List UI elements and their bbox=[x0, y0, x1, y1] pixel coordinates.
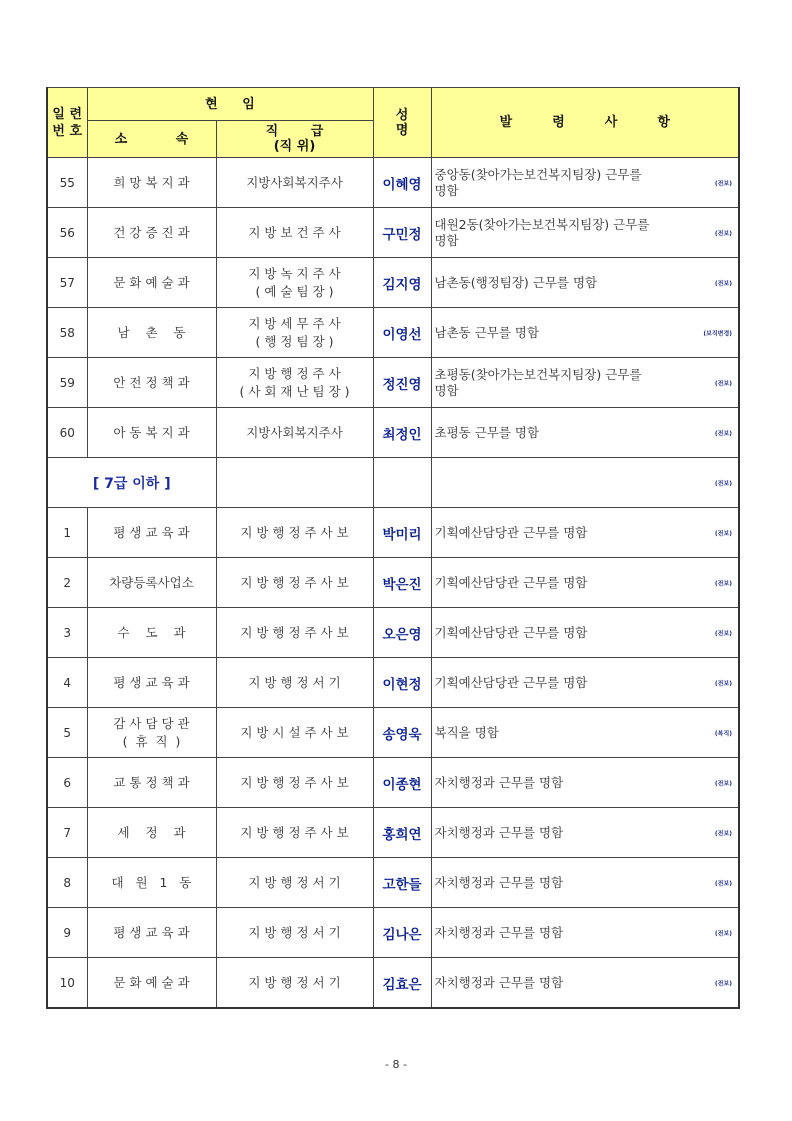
appointment-action bbox=[431, 608, 739, 658]
rank-line: ( 사 회 재 난 팀 장 ) bbox=[239, 383, 350, 399]
rank bbox=[216, 658, 373, 708]
action-text: 기획예산담당관 근무를 명함 bbox=[434, 674, 588, 690]
person-name: 최정인 bbox=[373, 408, 431, 458]
person-name: 이혜영 bbox=[373, 158, 431, 208]
rank-line: 지 방 세 무 주 사 bbox=[248, 315, 341, 331]
rank-line: ( 예 술 팀 장 ) bbox=[255, 283, 334, 299]
department-line: 아 동 복 지 과 bbox=[113, 424, 190, 440]
person-name: 박미리 bbox=[373, 508, 431, 558]
rank bbox=[216, 258, 373, 308]
department bbox=[87, 808, 216, 858]
rank-line: 지 방 행 정 주 사 보 bbox=[240, 624, 349, 640]
section-row bbox=[47, 458, 739, 508]
page-number: - 8 - bbox=[385, 1058, 407, 1071]
rank-line: 지 방 시 설 주 사 보 bbox=[240, 724, 349, 740]
department bbox=[87, 658, 216, 708]
person-name: 오은영 bbox=[373, 608, 431, 658]
appointment-action bbox=[431, 958, 739, 1009]
serial-number: 9 bbox=[47, 908, 87, 958]
table-row bbox=[47, 308, 739, 358]
serial-number: 59 bbox=[47, 358, 87, 408]
action-text: 자치행정과 근무를 명함 bbox=[434, 924, 564, 940]
department bbox=[87, 858, 216, 908]
action-text: 중앙동(찾아가는보건복지팀장) 근무를 명함 bbox=[434, 166, 642, 198]
action-type-tag: (전보) bbox=[714, 180, 732, 187]
department-line: 평 생 교 육 과 bbox=[113, 524, 190, 540]
table-row bbox=[47, 958, 739, 1009]
person-name: 송영욱 bbox=[373, 708, 431, 758]
rank bbox=[216, 908, 373, 958]
department-line: 평 생 교 육 과 bbox=[113, 674, 190, 690]
department-line: 대 원 1 동 bbox=[111, 874, 192, 890]
rank bbox=[216, 808, 373, 858]
action-type-tag: (전보) bbox=[714, 980, 732, 987]
serial-number: 56 bbox=[47, 208, 87, 258]
header-serial-no: 일 련 번 호 bbox=[47, 88, 87, 158]
department-line: 안 전 정 책 과 bbox=[113, 374, 190, 390]
person-name: 김나은 bbox=[373, 908, 431, 958]
action-text: 초평동(찾아가는보건복지팀장) 근무를 명함 bbox=[434, 366, 642, 398]
department bbox=[87, 958, 216, 1009]
action-type-tag: (전보) bbox=[714, 530, 732, 537]
table-row bbox=[47, 658, 739, 708]
serial-number: 6 bbox=[47, 758, 87, 808]
table-row bbox=[47, 358, 739, 408]
section-tag: (전보) bbox=[714, 480, 732, 487]
action-type-tag: (보직변경) bbox=[703, 330, 732, 337]
serial-number: 5 bbox=[47, 708, 87, 758]
department-line: 문 화 예 술 과 bbox=[113, 974, 190, 990]
rank-line: 지 방 녹 지 주 사 bbox=[248, 265, 341, 281]
person-name: 구민정 bbox=[373, 208, 431, 258]
appointment-action bbox=[431, 808, 739, 858]
rank-line: 지방사회복지주사 bbox=[246, 424, 343, 440]
rank-line: ( 행 정 팀 장 ) bbox=[255, 333, 334, 349]
rank bbox=[216, 758, 373, 808]
serial-number: 55 bbox=[47, 158, 87, 208]
rank-line: 지 방 행 정 주 사 보 bbox=[240, 824, 349, 840]
rank-line: 지 방 보 건 주 사 bbox=[248, 224, 341, 240]
action-type-tag: (전보) bbox=[714, 630, 732, 637]
section-label: [ 7급 이하 ] bbox=[47, 458, 216, 508]
person-name: 김지영 bbox=[373, 258, 431, 308]
department-line: 남 촌 동 bbox=[117, 324, 186, 340]
rank bbox=[216, 858, 373, 908]
action-text: 기획예산담당관 근무를 명함 bbox=[434, 524, 588, 540]
rank bbox=[216, 608, 373, 658]
header-rank: 직 급 (직 위) bbox=[216, 121, 373, 158]
appointment-action bbox=[431, 758, 739, 808]
action-text: 남촌동 근무를 명함 bbox=[434, 324, 540, 340]
serial-number: 57 bbox=[47, 258, 87, 308]
action-text: 남촌동(행정팀장) 근무를 명함 bbox=[434, 274, 598, 290]
department-line: 희 망 복 지 과 bbox=[113, 174, 190, 190]
rank bbox=[216, 358, 373, 408]
action-text: 대원2동(찾아가는보건복지팀장) 근무를 명함 bbox=[434, 216, 650, 248]
appointment-action bbox=[431, 908, 739, 958]
action-type-tag: (전보) bbox=[714, 430, 732, 437]
rank bbox=[216, 308, 373, 358]
department bbox=[87, 558, 216, 608]
action-text: 자치행정과 근무를 명함 bbox=[434, 874, 564, 890]
department bbox=[87, 908, 216, 958]
serial-number: 7 bbox=[47, 808, 87, 858]
person-name: 김효은 bbox=[373, 958, 431, 1009]
appointment-action bbox=[431, 858, 739, 908]
table-row bbox=[47, 858, 739, 908]
department bbox=[87, 608, 216, 658]
department-line: 문 화 예 술 과 bbox=[113, 274, 190, 290]
appointment-action bbox=[431, 208, 739, 258]
person-name: 고한들 bbox=[373, 858, 431, 908]
personnel-table bbox=[46, 87, 740, 1009]
action-text: 기획예산담당관 근무를 명함 bbox=[434, 624, 588, 640]
header-name: 성 명 bbox=[373, 88, 431, 158]
person-name: 이현정 bbox=[373, 658, 431, 708]
rank-line: 지 방 행 정 서 기 bbox=[248, 674, 341, 690]
table-row bbox=[47, 808, 739, 858]
appointment-action bbox=[431, 158, 739, 208]
table-row bbox=[47, 408, 739, 458]
person-name: 정진영 bbox=[373, 358, 431, 408]
serial-number: 60 bbox=[47, 408, 87, 458]
appointment-action bbox=[431, 258, 739, 308]
rank bbox=[216, 508, 373, 558]
appointment-action bbox=[431, 658, 739, 708]
department-line: 평 생 교 육 과 bbox=[113, 924, 190, 940]
person-name: 이종현 bbox=[373, 758, 431, 808]
rank-line: 지 방 행 정 주 사 보 bbox=[240, 774, 349, 790]
department bbox=[87, 358, 216, 408]
action-type-tag: (전보) bbox=[714, 880, 732, 887]
table-row bbox=[47, 758, 739, 808]
appointment-action bbox=[431, 508, 739, 558]
table-row bbox=[47, 258, 739, 308]
action-type-tag: (전보) bbox=[714, 380, 732, 387]
table-row bbox=[47, 908, 739, 958]
rank bbox=[216, 158, 373, 208]
department-line: 감 사 담 당 관 bbox=[113, 715, 190, 731]
action-type-tag: (전보) bbox=[714, 280, 732, 287]
department-line: 교 통 정 책 과 bbox=[113, 774, 190, 790]
rank bbox=[216, 558, 373, 608]
department bbox=[87, 758, 216, 808]
rank-line: 지방사회복지주사 bbox=[246, 174, 343, 190]
action-text: 복직을 명함 bbox=[434, 724, 499, 740]
person-name: 박은진 bbox=[373, 558, 431, 608]
table-row bbox=[47, 208, 739, 258]
rank-line: 지 방 행 정 서 기 bbox=[248, 924, 341, 940]
rank-line: 지 방 행 정 서 기 bbox=[248, 974, 341, 990]
table-row bbox=[47, 508, 739, 558]
action-text: 초평동 근무를 명함 bbox=[434, 424, 540, 440]
department bbox=[87, 708, 216, 758]
rank bbox=[216, 708, 373, 758]
department bbox=[87, 208, 216, 258]
table-row bbox=[47, 158, 739, 208]
appointment-action bbox=[431, 408, 739, 458]
department-line: 건 강 증 진 과 bbox=[113, 224, 190, 240]
rank-line: 지 방 행 정 서 기 bbox=[248, 874, 341, 890]
department-line: ( 휴 직 ) bbox=[122, 733, 181, 749]
header-affiliation: 소 속 bbox=[87, 121, 216, 158]
department bbox=[87, 408, 216, 458]
action-type-tag: (전보) bbox=[714, 780, 732, 787]
person-name: 홍희연 bbox=[373, 808, 431, 858]
action-type-tag: (복직) bbox=[714, 730, 732, 737]
rank bbox=[216, 408, 373, 458]
rank bbox=[216, 958, 373, 1009]
department-line: 세 정 과 bbox=[117, 824, 186, 840]
department-line: 차량등록사업소 bbox=[109, 574, 194, 590]
serial-number: 3 bbox=[47, 608, 87, 658]
action-type-tag: (전보) bbox=[714, 930, 732, 937]
serial-number: 10 bbox=[47, 958, 87, 1009]
table-row bbox=[47, 608, 739, 658]
action-text: 자치행정과 근무를 명함 bbox=[434, 774, 564, 790]
rank-line: 지 방 행 정 주 사 bbox=[248, 365, 341, 381]
serial-number: 58 bbox=[47, 308, 87, 358]
action-text: 자치행정과 근무를 명함 bbox=[434, 974, 564, 990]
department bbox=[87, 158, 216, 208]
action-text: 자치행정과 근무를 명함 bbox=[434, 824, 564, 840]
header-action: 발 령 사 항 bbox=[431, 88, 739, 158]
action-type-tag: (전보) bbox=[714, 680, 732, 687]
person-name: 이영선 bbox=[373, 308, 431, 358]
header-current-post: 현 임 bbox=[87, 88, 373, 121]
department bbox=[87, 308, 216, 358]
action-text: 기획예산담당관 근무를 명함 bbox=[434, 574, 588, 590]
action-type-tag: (전보) bbox=[714, 580, 732, 587]
appointment-action bbox=[431, 708, 739, 758]
rank bbox=[216, 208, 373, 258]
appointment-action bbox=[431, 358, 739, 408]
appointment-action bbox=[431, 558, 739, 608]
serial-number: 1 bbox=[47, 508, 87, 558]
action-type-tag: (전보) bbox=[714, 830, 732, 837]
department-line: 수 도 과 bbox=[117, 624, 186, 640]
department bbox=[87, 508, 216, 558]
appointment-action bbox=[431, 308, 739, 358]
action-type-tag: (전보) bbox=[714, 230, 732, 237]
serial-number: 2 bbox=[47, 558, 87, 608]
serial-number: 8 bbox=[47, 858, 87, 908]
table-row bbox=[47, 558, 739, 608]
table-row bbox=[47, 708, 739, 758]
rank-line: 지 방 행 정 주 사 보 bbox=[240, 524, 349, 540]
serial-number: 4 bbox=[47, 658, 87, 708]
department bbox=[87, 258, 216, 308]
rank-line: 지 방 행 정 주 사 보 bbox=[240, 574, 349, 590]
